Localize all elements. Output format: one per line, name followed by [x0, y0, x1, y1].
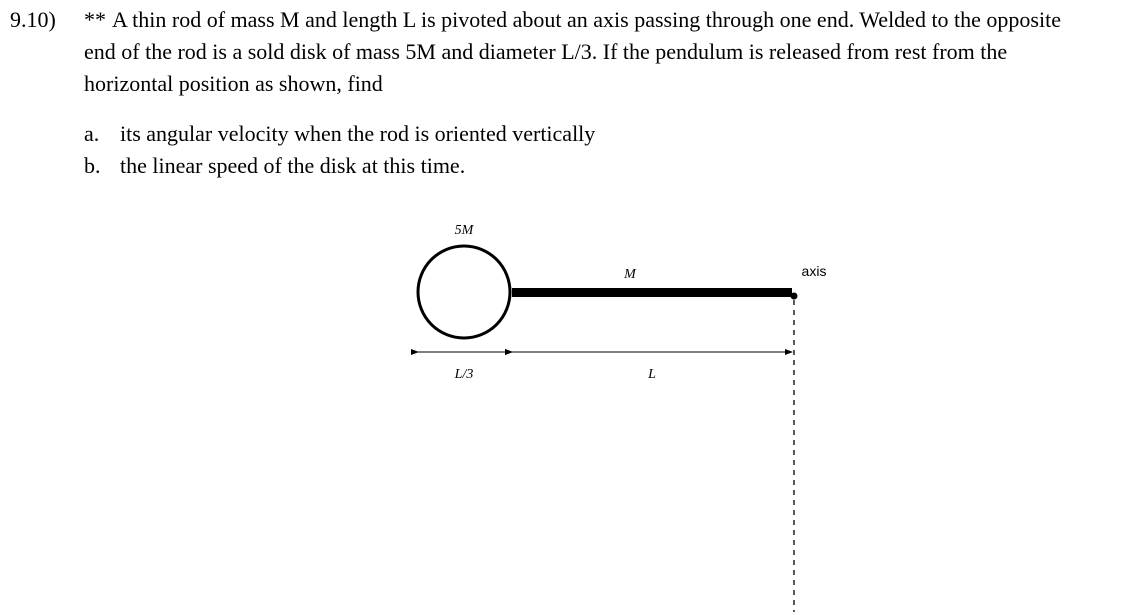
disk-dimension-label: L/3	[454, 367, 474, 382]
pivot-point	[791, 293, 798, 300]
rod-dimension-label: L	[648, 367, 656, 382]
difficulty-stars: **	[84, 7, 106, 32]
solid-disk	[418, 246, 510, 338]
part-text: its angular velocity when the rod is oriented vertically	[120, 121, 596, 146]
problem-statement-text: A thin rod of mass M and length L is pivoted about an axis passing through one end. Welded to the opposite end of the rod is a sold disk of mass 5M and diameter L/3. If the pendulum is released from rest from the horizontal position as shown, find	[84, 7, 1061, 96]
part-letter: b.	[84, 153, 101, 178]
disk-mass-label: 5M	[454, 223, 474, 238]
rod-mass-label: M	[624, 267, 636, 282]
problem-number: 9.10)	[10, 7, 56, 32]
part-text: the linear speed of the disk at this time.	[120, 153, 466, 178]
thin-rod	[512, 288, 792, 297]
axis-label: axis	[801, 263, 827, 279]
part-letter: a.	[84, 121, 100, 146]
